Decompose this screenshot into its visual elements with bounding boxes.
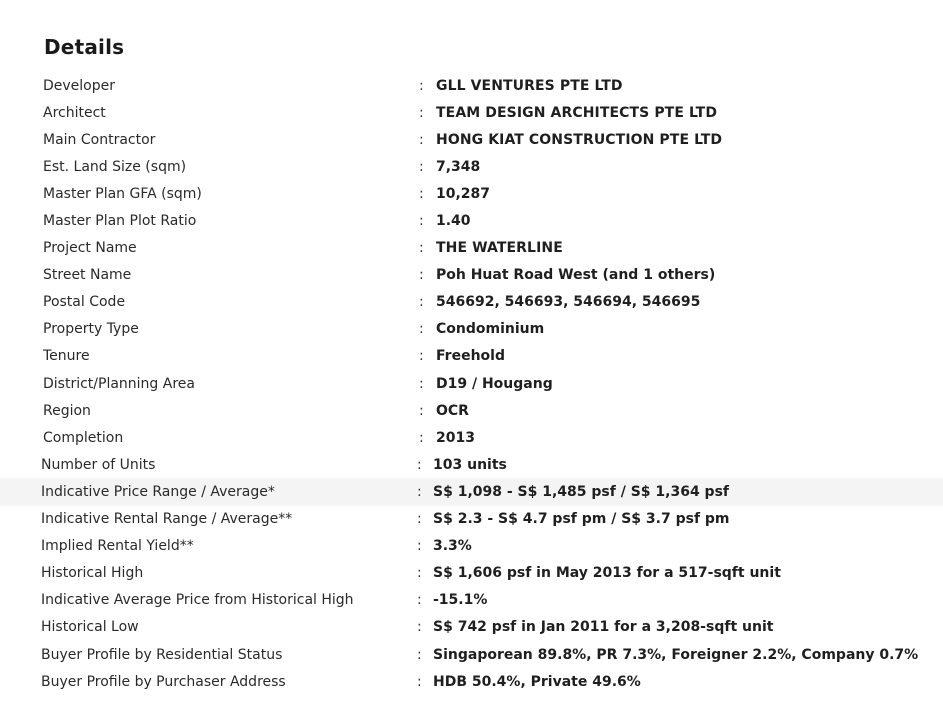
detail-row-historical-low	[0, 614, 943, 641]
details-list	[0, 72, 943, 695]
detail-label: Historical High	[41, 565, 144, 582]
detail-value: S$ 1,606 psf in May 2013 for a 517-sqft unit	[433, 565, 781, 582]
detail-row-street-name	[0, 262, 943, 289]
detail-row-units	[0, 451, 943, 478]
detail-value: GLL VENTURES PTE LTD	[436, 77, 623, 94]
section-title: Details	[44, 35, 125, 59]
detail-label: Implied Rental Yield**	[41, 538, 194, 555]
detail-label: Master Plan Plot Ratio	[43, 213, 197, 230]
detail-value: 2013	[436, 429, 475, 446]
detail-label: Tenure	[43, 348, 90, 365]
detail-label: District/Planning Area	[43, 375, 195, 392]
detail-label: Main Contractor	[43, 131, 156, 148]
detail-row-tenure	[0, 343, 943, 370]
detail-separator: :	[417, 565, 422, 582]
detail-row-completion	[0, 424, 943, 451]
detail-label: Historical Low	[41, 619, 139, 636]
detail-row-gfa	[0, 180, 943, 207]
detail-label: Est. Land Size (sqm)	[43, 158, 187, 175]
detail-label: Buyer Profile by Residential Status	[41, 646, 283, 663]
detail-separator: :	[419, 375, 424, 392]
detail-label: Completion	[43, 429, 124, 446]
detail-separator: :	[419, 348, 424, 365]
detail-label: Project Name	[43, 240, 137, 257]
detail-separator: :	[419, 294, 424, 311]
detail-value: OCR	[436, 402, 469, 419]
detail-value: S$ 742 psf in Jan 2011 for a 3,208-sqft unit	[433, 619, 774, 636]
detail-value: TEAM DESIGN ARCHITECTS PTE LTD	[436, 104, 718, 121]
detail-separator: :	[417, 592, 422, 609]
detail-value: Freehold	[436, 348, 505, 365]
detail-separator: :	[419, 104, 424, 121]
detail-separator: :	[419, 429, 424, 446]
detail-row-plot-ratio	[0, 207, 943, 234]
detail-value: THE WATERLINE	[436, 240, 563, 257]
detail-row-architect	[0, 99, 943, 126]
detail-value: D19 / Hougang	[436, 375, 553, 392]
detail-separator: :	[419, 131, 424, 148]
detail-row-project-name	[0, 235, 943, 262]
detail-row-postal-code	[0, 289, 943, 316]
detail-separator: :	[417, 619, 422, 636]
detail-separator: :	[419, 267, 424, 284]
detail-separator: :	[419, 77, 424, 94]
detail-separator: :	[417, 456, 422, 473]
detail-row-property-type	[0, 316, 943, 343]
detail-value: Singaporean 89.8%, PR 7.3%, Foreigner 2.2%, Company 0.7%	[433, 646, 919, 663]
detail-label: Number of Units	[41, 456, 156, 473]
detail-separator: :	[419, 158, 424, 175]
detail-row-main-contractor	[0, 126, 943, 153]
detail-separator: :	[419, 402, 424, 419]
detail-row-region	[0, 397, 943, 424]
detail-label: Indicative Rental Range / Average**	[41, 511, 293, 528]
detail-separator: :	[417, 538, 422, 555]
detail-label: Architect	[43, 104, 106, 121]
detail-row-developer	[0, 72, 943, 99]
detail-value: S$ 1,098 - S$ 1,485 psf / S$ 1,364 psf	[433, 483, 730, 500]
detail-row-rental-range	[0, 506, 943, 533]
detail-value: 546692, 546693, 546694, 546695	[436, 294, 701, 311]
detail-row-buyer-address	[0, 668, 943, 695]
detail-value: 3.3%	[433, 538, 472, 555]
detail-value: 10,287	[436, 185, 491, 202]
detail-row-price-range	[0, 478, 943, 505]
detail-value: 1.40	[436, 213, 471, 230]
detail-separator: :	[419, 240, 424, 257]
detail-separator: :	[417, 673, 422, 690]
detail-value: 7,348	[436, 158, 481, 175]
detail-row-land-size	[0, 153, 943, 180]
detail-value: S$ 2.3 - S$ 4.7 psf pm / S$ 3.7 psf pm	[433, 511, 730, 528]
detail-label: Property Type	[43, 321, 139, 338]
detail-label: Street Name	[43, 267, 132, 284]
detail-row-district	[0, 370, 943, 397]
detail-separator: :	[419, 185, 424, 202]
detail-value: Condominium	[436, 321, 545, 338]
detail-label: Indicative Average Price from Historical High	[41, 592, 354, 609]
detail-label: Region	[43, 402, 91, 419]
detail-value: Poh Huat Road West (and 1 others)	[436, 267, 716, 284]
detail-label: Indicative Price Range / Average*	[41, 483, 275, 500]
detail-separator: :	[419, 213, 424, 230]
detail-separator: :	[417, 483, 422, 500]
detail-row-buyer-residential	[0, 641, 943, 668]
detail-value: 103 units	[433, 456, 507, 473]
detail-label: Postal Code	[43, 294, 126, 311]
detail-row-rental-yield	[0, 533, 943, 560]
detail-separator: :	[417, 646, 422, 663]
detail-label: Developer	[43, 77, 116, 94]
detail-value: HDB 50.4%, Private 49.6%	[433, 673, 641, 690]
detail-separator: :	[417, 511, 422, 528]
detail-row-historical-high	[0, 560, 943, 587]
detail-row-price-from-high	[0, 587, 943, 614]
detail-label: Buyer Profile by Purchaser Address	[41, 673, 286, 690]
detail-label: Master Plan GFA (sqm)	[43, 185, 202, 202]
detail-value: HONG KIAT CONSTRUCTION PTE LTD	[436, 131, 723, 148]
detail-value: -15.1%	[433, 592, 488, 609]
detail-separator: :	[419, 321, 424, 338]
